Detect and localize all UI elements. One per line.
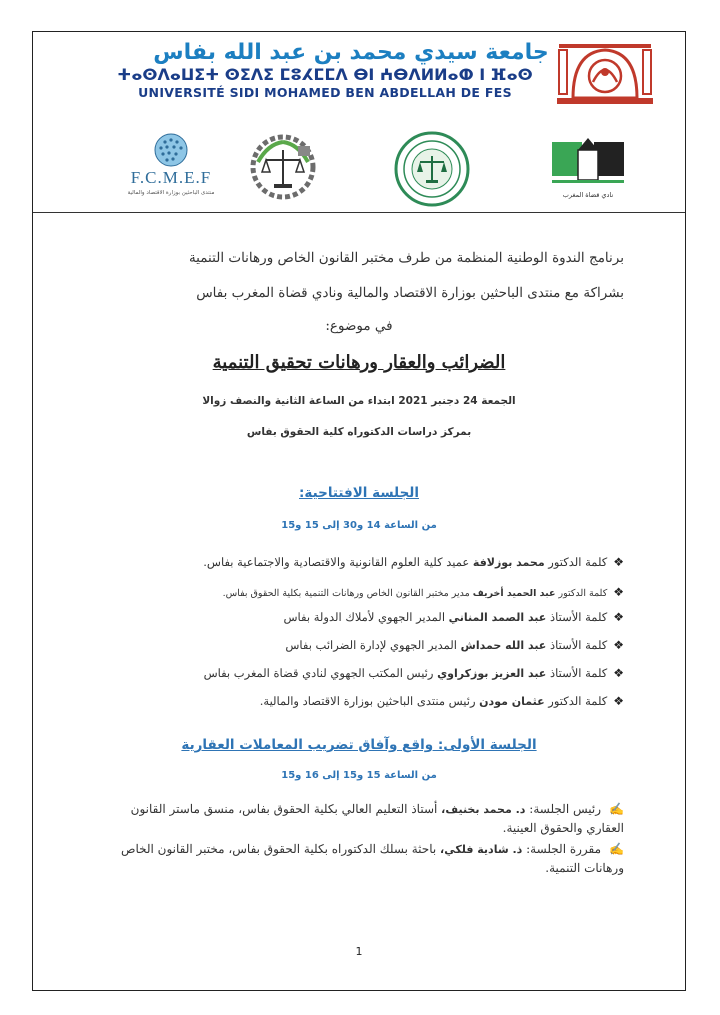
event-date: الجمعة 24 دجنبر 2021 ابتداء من الساعة الثانية والنصف زوالا xyxy=(202,395,516,407)
justice-seal-icon xyxy=(393,130,471,208)
judges-club-logo xyxy=(548,136,628,204)
university-name-tifinagh: ⵜⴰⵙⴷⴰⵡⵉⵜ ⵙⵉⴷⵉ ⵎⵓⵃⵎⵎⴷ ⴱⵏ ⵄⴱⴷⵍⵍⴰⵀ ⵏ ⴼⴰⵙ xyxy=(117,65,533,84)
scales-gear-icon xyxy=(238,132,328,202)
pen-icon: ✍ xyxy=(609,842,624,856)
list-item: ❖كلمة الأستاذ عبد العزيز بوزكراوي رئيس المكتب الجهوي لنادي قضاة المغرب بفاس xyxy=(203,666,624,680)
intro-line-3: في موضوع: xyxy=(325,318,393,334)
first-session-title: الجلسة الأولى: واقع وآفاق تضريب المعاملات العقارية xyxy=(181,737,537,753)
letterhead xyxy=(33,32,685,213)
page-number: 1 xyxy=(355,945,363,958)
judges-club-text: نادي قضاة المغرب xyxy=(562,191,614,199)
diamond-bullet-icon: ❖ xyxy=(613,585,624,599)
university-name-french: UNIVERSITÉ SIDI MOHAMED BEN ABDELLAH DE FES xyxy=(138,85,512,100)
diamond-bullet-icon: ❖ xyxy=(613,666,624,680)
judges-club-icon xyxy=(548,136,628,190)
diamond-bullet-icon: ❖ xyxy=(613,555,624,569)
diamond-bullet-icon: ❖ xyxy=(613,694,624,708)
university-name-arabic: جامعة سيدي محمد بن عبد الله بفاس xyxy=(153,40,549,65)
globe-icon xyxy=(121,132,221,168)
fcmef-logo xyxy=(121,132,221,200)
list-item: ❖كلمة الأستاذ عبد الصمد المناني المدير الجهوي لأملاك الدولة بفاس xyxy=(283,610,624,624)
intro-line-2: بشراكة مع منتدى الباحثين بوزارة الاقتصاد والمالية ونادي قضاة المغرب بفاس xyxy=(196,285,624,301)
first-session-time: من الساعة 15 و15 إلى 16 و15 xyxy=(281,770,437,781)
session-chair: ✍رئيس الجلسة: د. محمد بخنيف، أستاذ التعليم العالي بكلية الحقوق بفاس، منسق ماستر القانون العقاري والحقوق العينية. xyxy=(130,802,624,835)
list-item: ❖كلمة الأستاذ عبد الله حمداش المدير الجهوي لإدارة الضرائب بفاس xyxy=(285,638,624,652)
opening-session-title: الجلسة الافتتاحية: xyxy=(299,485,419,501)
pen-icon: ✍ xyxy=(609,802,624,816)
event-title: الضرائب والعقار ورهانات تحقيق التنمية xyxy=(212,352,506,373)
session-reporter: ✍مقررة الجلسة: ذ. شادية فلكي، باحثة بسلك الدكتوراه بكلية الحقوق بفاس، مختبر القانون الخاص ورهانات التنمية. xyxy=(120,842,624,875)
intro-line-1: برنامج الندوة الوطنية المنظمة من طرف مختبر القانون الخاص ورهانات التنمية xyxy=(188,250,624,266)
opening-session-time: من الساعة 14 و30 إلى 15 و15 xyxy=(281,520,437,531)
diamond-bullet-icon: ❖ xyxy=(613,610,624,624)
list-item: ❖كلمة الدكتور محمد بوزلافة عميد كلية العلوم القانونية والاقتصادية والاجتماعية بفاس. xyxy=(203,555,624,569)
fcmef-logo-subtitle: منتدى الباحثين بوزارة الاقتصاد والمالية xyxy=(127,190,215,196)
university-emblem-icon xyxy=(553,38,657,110)
list-item: ❖كلمة الدكتور عثمان مودن رئيس منتدى الباحثين بوزارة الاقتصاد والمالية. xyxy=(259,694,624,708)
event-place: بمركز دراسات الدكتوراه كلية الحقوق بفاس xyxy=(246,426,472,438)
diamond-bullet-icon: ❖ xyxy=(613,638,624,652)
list-item: ❖كلمة الدكتور عبد الحميد أخريف مدير مختبر القانون الخاص ورهانات التنمية بكلية الحقوق بفاس. xyxy=(222,585,624,599)
fcmef-logo-text: F.C.M.E.F xyxy=(130,168,212,187)
